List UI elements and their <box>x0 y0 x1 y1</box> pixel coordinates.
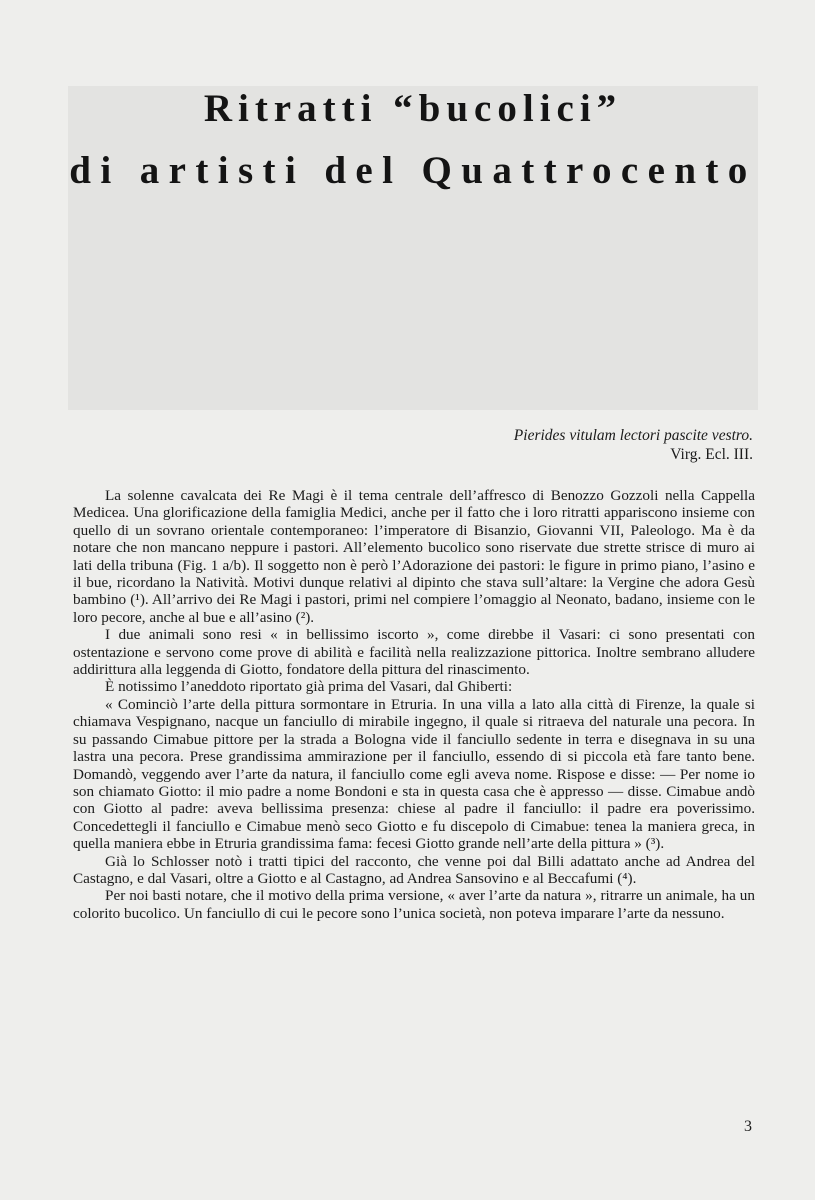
epigraph-source: Virg. Ecl. III. <box>670 446 753 463</box>
epigraph-quote: Pierides vitulam lectori pascite vestro. <box>513 427 753 444</box>
paragraph: « Cominciò l’arte della pittura sormontare in Etruria. In una villa a lato alla città di Firenze, la quale si chiamava Vespignano, nacque un fanciullo di mirabile ingegno, il quale si ritraeva del naturale una pecora. In su passando Cimabue pittore per la strada a Bologna vide il fanciullo sedente in terra e disegnava in su una lastra una pecora. Prese grandissima ammirazione per il fanciullo, essendo di si piccola età fare tanto bene. Domandò, veggendo aver l’arte da natura, il fanciullo come egli aveva nome. Rispose e disse: — Per nome io son chiamato Giotto: il mio padre a nome Bondoni e sta in questa casa che è appresso — disse. Cimabue andò con Giotto al padre: aveva bellissima presenza: chiese al padre il fanciullo: il padre era poverissimo. Concedettegli il fanciullo e Cimabue menò seco Giotto e fu discepolo di Cimabue: tenea la maniera greca, in quella maniera ebbe in Etruria grandissima fama: fecesi Giotto grande nell’arte della pittura » (³). <box>73 695 755 853</box>
title-block <box>68 86 758 410</box>
epigraph <box>514 426 753 464</box>
page-number: 3 <box>744 1118 752 1135</box>
paragraph: È notissimo l’aneddoto riportato già prima del Vasari, dal Ghiberti: <box>105 678 513 696</box>
paragraph: La solenne cavalcata dei Re Magi è il tema centrale dell’affresco di Benozzo Gozzoli nella Cappella Medicea. Una glorificazione della famiglia Medici, anche per il fatto che i loro ritratti appariscono insieme con quello di un sovrano orientale contemporaneo: l’imperatore di Bisanzio, Giovanni VII, Paleologo. Ma è da notare che non mancano neppure i pastori. All’elemento bucolico sono riservate due strette strisce di muro ai lati della tribuna (Fig. 1 a/b). Il soggetto non è però l’Adorazione dei pastori: le figure in primo piano, l’asino e il bue, ricordano la Natività. Motivi dunque relativi al dipinto che stava sull’altare: la Vergine che adora Gesù bambino (¹). All’arrivo dei Re Magi i pastori, primi nel compiere l’omaggio al Neonato, badano, insieme con le loro pecore, anche al bue e all’asino (²). <box>73 487 755 626</box>
article-title-line-2: di artisti del Quattrocento <box>69 149 757 192</box>
article-title-line-1: Ritratti “bucolici” <box>203 87 623 130</box>
article-body <box>73 487 755 922</box>
paragraph: Già lo Schlosser notò i tratti tipici del racconto, che venne poi dal Billi adattato anche ad Andrea del Castagno, e dal Vasari, oltre a Giotto e al Castagno, ad Andrea Sansovino e al Beccafumi (⁴). <box>73 852 755 887</box>
paragraph: Per noi basti notare, che il motivo della prima versione, « aver l’arte da natura », ritrarre un animale, ha un colorito bucolico. Un fanciullo di cui le pecore sono l’unica società, non poteva imparare l’arte da nessuno. <box>73 887 755 922</box>
paragraph: I due animali sono resi « in bellissimo iscorto », come direbbe il Vasari: ci sono presentati con ostentazione e servono come prove di abilità e facilità nella realizzazione pittorica. Inoltre sembrano alludere addirittura alla leggenda di Giotto, fondatore della pittura del rinascimento. <box>73 626 755 679</box>
